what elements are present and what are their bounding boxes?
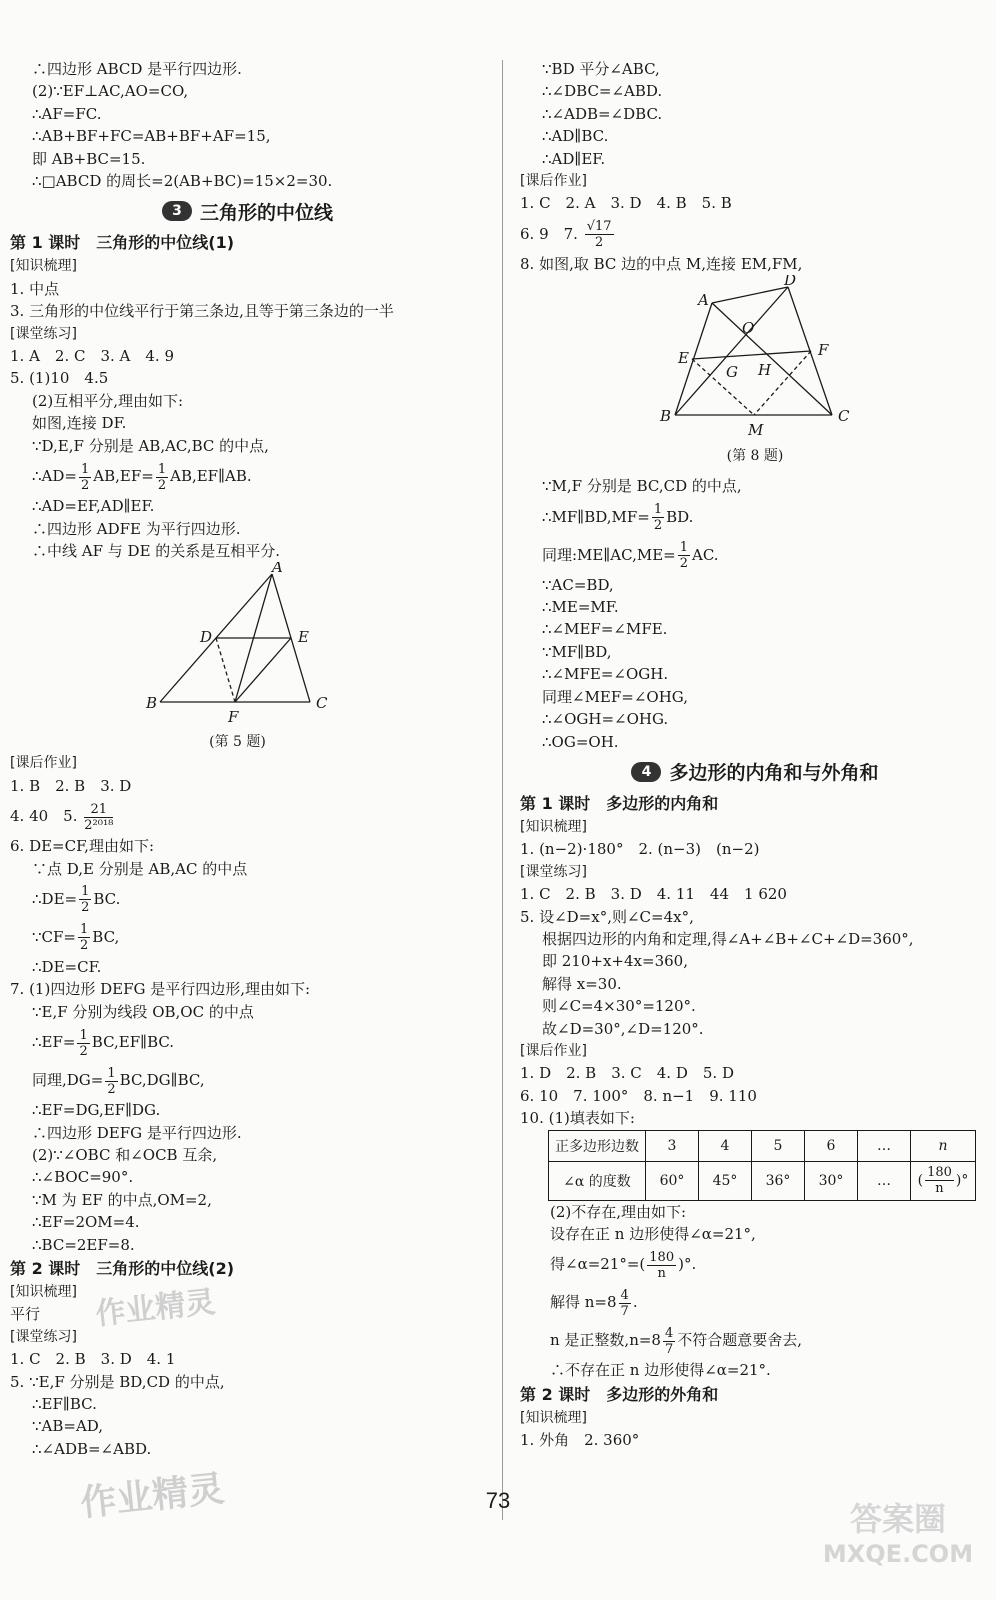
fraction [79, 462, 91, 493]
label-m: M [748, 421, 764, 440]
text-line: 1. C 2. A 3. D 4. B 5. B [520, 194, 732, 213]
fraction [663, 1326, 675, 1357]
text-line: 7. (1)四边形 DEFG 是平行四边形,理由如下: [10, 980, 311, 999]
denominator: 7 [620, 1303, 629, 1319]
degree-suffix: ° [961, 1172, 969, 1189]
denominator: 2 [80, 477, 90, 493]
text-line: ∴ME=MF. [542, 598, 619, 617]
triangle-diagram [10, 562, 485, 727]
numerator: 180 [649, 1249, 675, 1265]
text-line: 1. A 2. C 3. A 4. 9 [10, 347, 175, 366]
text-line: 1. 外角 2. 360° [520, 1431, 640, 1450]
text-fragment: BC. [93, 889, 121, 908]
numerator: 1 [79, 1027, 88, 1043]
table-cell: 3 [646, 1130, 699, 1161]
label-a: A [698, 291, 709, 310]
text-line: 5. ∵E,F 分别是 BD,CD 的中点, [10, 1372, 225, 1391]
text-fragment: 6. 9 7. [520, 224, 583, 243]
text-line: 1. C 2. B 3. D 4. 11 44 1 620 [520, 885, 787, 904]
tag-homework: [课后作业] [520, 1042, 587, 1059]
text-fragment: 同理,DG= [32, 1071, 104, 1090]
figure-5 [10, 562, 485, 752]
text-line: (2)互相平分,理由如下: [32, 391, 184, 410]
lesson-title: 第 2 课时 多边形的外角和 [520, 1384, 719, 1404]
denominator: n [657, 1265, 666, 1281]
fraction [647, 1250, 676, 1281]
lesson-title: 第 1 课时 多边形的内角和 [520, 793, 719, 813]
text-line [10, 1023, 485, 1061]
table-cell: n [911, 1130, 976, 1161]
fraction [678, 540, 690, 571]
text-line: ∴中线 AF 与 DE 的关系是互相平分. [32, 541, 281, 560]
numerator: √17 [586, 219, 612, 235]
text-line: 8. 如图,取 BC 边的中点 M,连接 EM,FM, [520, 254, 803, 273]
label-h: H [758, 361, 772, 380]
label-d: D [200, 628, 213, 647]
table-cell: 4 [699, 1130, 752, 1161]
watermark-logo-text: MXQE.COM [822, 1540, 974, 1568]
table-cell: 30° [805, 1161, 858, 1200]
text-fragment: ∴EF= [32, 1033, 76, 1052]
text-line: ∵E,F 分别为线段 OB,OC 的中点 [32, 1002, 254, 1021]
text-line: 5. 设∠D=x°,则∠C=4x°, [520, 907, 694, 926]
text-fragment: AB,EF= [93, 467, 154, 486]
figure-caption: (第 8 题) [726, 448, 784, 465]
lesson-title: 第 2 课时 三角形的中位线(2) [10, 1259, 235, 1278]
numerator: 4 [664, 1325, 674, 1341]
text-line: ∴AF=FC. [32, 104, 102, 123]
section-title: 三角形的中位线 [199, 201, 333, 224]
numerator: 1 [107, 1065, 116, 1081]
text-line: ∵BD 平分∠ABC, [542, 60, 660, 78]
table-cell: 6 [805, 1130, 858, 1161]
lesson-title: 第 1 课时 三角形的中位线(1) [10, 233, 235, 253]
tag-practice: [课堂练习] [10, 325, 77, 342]
label-f: F [228, 708, 239, 727]
denominator: 2 [157, 477, 167, 493]
text-line: 解得 x=30. [542, 974, 622, 993]
text-line: 则∠C=4×30°=120°. [542, 997, 696, 1016]
text-line: ∴EF∥BC. [32, 1395, 97, 1414]
text-line: 1. (n−2)·180° 2. (n−3) (n−2) [520, 840, 760, 859]
label-e: E [298, 628, 309, 647]
text-line: 故∠D=30°,∠D=120°. [542, 1019, 704, 1038]
text-line: ∴∠MFE=∠OGH. [542, 665, 669, 684]
denominator: n [935, 1181, 944, 1197]
denominator: 7 [664, 1341, 674, 1357]
text-line [10, 880, 485, 918]
watermark: 作业精灵 [93, 1284, 217, 1333]
text-line: 如图,连接 DF. [32, 414, 127, 433]
watermark-logo-top: 答案圈 [849, 1500, 946, 1538]
figure-caption: (第 5 题) [209, 734, 266, 751]
fraction [652, 502, 664, 533]
fraction [84, 802, 113, 833]
fraction [619, 1288, 631, 1319]
tag-practice: [课堂练习] [10, 1328, 77, 1345]
fraction [925, 1165, 954, 1196]
page-number: 73 [485, 1488, 511, 1513]
denominator: 2²⁰¹⁸ [84, 817, 114, 833]
table-cell: 36° [752, 1161, 805, 1200]
text-line: 1. D 2. B 3. C 4. D 5. D [520, 1064, 734, 1083]
text-line: ∴OG=OH. [542, 732, 619, 751]
text-line: ∵M,F 分别是 BC,CD 的中点, [542, 477, 742, 496]
text-line: ∵AB=AD, [32, 1417, 104, 1436]
text-fragment: BC, [92, 927, 120, 946]
text-fragment: AC. [692, 545, 719, 564]
label-b: B [660, 407, 672, 426]
section-number-badge: 3 [162, 201, 192, 221]
text-line: 即 AB+BC=15. [32, 149, 146, 168]
numerator: 180 [927, 1165, 952, 1181]
fraction [78, 922, 90, 953]
text-line [520, 536, 990, 574]
fraction [105, 1066, 117, 1097]
text-line: ∴∠OGH=∠OHG. [542, 710, 669, 729]
denominator: 2 [679, 556, 688, 572]
text-line: (2)∵∠OBC 和∠OCB 互余, [32, 1145, 218, 1164]
table-cell: … [858, 1130, 911, 1161]
text-line: 6. DE=CF,理由如下: [10, 837, 154, 856]
numerator: 4 [620, 1287, 629, 1303]
tag-homework: [课后作业] [520, 173, 587, 190]
text-fragment: 得∠α=21°=( [550, 1255, 646, 1274]
text-line: 平行 [10, 1305, 41, 1324]
text-line: ∴AD∥BC. [542, 127, 609, 146]
text-line: ∴∠ADB=∠ABD. [32, 1439, 152, 1458]
text-line [10, 457, 485, 495]
denominator: 2 [653, 518, 663, 534]
text-fragment: 同理:ME∥AC,ME= [542, 545, 676, 564]
text-line: 1. B 2. B 3. D [10, 776, 132, 795]
text-line [520, 498, 990, 536]
text-line: ∵MF∥BD, [542, 642, 612, 661]
text-fragment: )°. [678, 1255, 697, 1274]
text-line: 即 210+x+4x=360, [542, 952, 688, 971]
text-fragment: BD. [666, 507, 694, 526]
text-line: ∴∠MEF=∠MFE. [542, 620, 668, 639]
text-line: ∴AD∥EF. [542, 149, 606, 168]
watermark-logo [818, 1494, 978, 1594]
numerator: 1 [80, 461, 90, 477]
text-line: ∴∠BOC=90°. [32, 1168, 134, 1187]
numerator: 1 [679, 540, 688, 556]
text-line: ∴AB+BF+FC=AB+BF+AF=15, [32, 127, 271, 146]
text-line [10, 1061, 485, 1099]
denominator: 2 [80, 938, 89, 954]
table-cell: 5 [752, 1130, 805, 1161]
text-line: 根据四边形的内角和定理,得∠A+∠B+∠C+∠D=360°, [542, 929, 914, 948]
tag-knowledge: [知识梳理] [10, 258, 77, 275]
text-line: 1. C 2. B 3. D 4. 1 [10, 1350, 176, 1369]
numerator: 1 [653, 502, 663, 518]
text-line: ∴四边形 ADFE 为平行四边形. [32, 519, 241, 538]
text-fragment: ∴AD= [32, 467, 77, 486]
text-fragment: BC,EF∥BC. [91, 1033, 175, 1052]
label-f: F [818, 341, 829, 360]
left-column [10, 58, 485, 1460]
tag-homework: [课后作业] [10, 755, 77, 772]
text-line: (2)∵EF⊥AC,AO=CO, [32, 82, 189, 101]
text-line: 同理∠MEF=∠OHG, [542, 687, 689, 706]
text-line: ∴EF=DG,EF∥DG. [32, 1101, 161, 1120]
tag-practice: [课堂练习] [520, 863, 587, 880]
text-line: ∴BC=2EF=8. [32, 1235, 135, 1254]
text-line [10, 918, 485, 956]
text-line: 1. 中点 [10, 279, 60, 298]
denominator: 2 [79, 1043, 88, 1059]
denominator: 2 [594, 235, 604, 251]
fraction [585, 219, 614, 250]
text-fragment: ∵CF= [32, 927, 76, 946]
label-b: B [146, 694, 158, 713]
trapezoid-diagram [520, 275, 990, 453]
table-row [549, 1161, 976, 1200]
text-line: 6. 10 7. 100° 8. n−1 9. 110 [520, 1086, 757, 1105]
table-cell: 正多边形边数 [549, 1130, 646, 1161]
text-line: ∴不存在正 n 边形使得∠α=21°. [550, 1361, 771, 1380]
table-row [549, 1130, 976, 1161]
section-number-badge: 4 [631, 762, 661, 782]
numerator: 1 [157, 461, 167, 477]
text-fragment: n 是正整数,n=8 [550, 1331, 661, 1350]
text-fragment: 不符合题意要舍去, [677, 1331, 803, 1350]
table-cell: ( $\frac{180}{n}$ )° [911, 1161, 976, 1200]
text-line: ∴EF=2OM=4. [32, 1213, 140, 1232]
text-line: ∵点 D,E 分别是 AB,AC 的中点 [32, 859, 248, 878]
text-line: 设存在正 n 边形使得∠α=21°, [550, 1225, 756, 1243]
table-cell: ∠α 的度数 [549, 1161, 646, 1200]
label-o: O [742, 319, 755, 338]
text-line [520, 1321, 990, 1359]
text-line: ∴□ABCD 的周长=2(AB+BC)=15×2=30. [32, 172, 333, 191]
fraction [77, 1028, 89, 1059]
text-line [10, 797, 485, 835]
table-cell: … [858, 1161, 911, 1200]
text-line [520, 1245, 990, 1283]
label-a: A [272, 562, 283, 577]
text-line: ∴DE=CF. [32, 957, 102, 976]
text-line: 10. (1)填表如下: [520, 1109, 635, 1128]
figure-8 [520, 275, 990, 475]
numerator: 21 [84, 802, 113, 818]
label-c: C [316, 694, 328, 713]
text-fragment: BC,DG∥BC, [119, 1071, 205, 1090]
text-fragment: 解得 n=8 [550, 1293, 617, 1312]
fraction [156, 462, 168, 493]
fraction [79, 884, 91, 915]
text-line: ∵M 为 EF 的中点,OM=2, [32, 1190, 212, 1209]
polygon-angle-table [548, 1130, 976, 1201]
text-line: ∴AD=EF,AD∥EF. [32, 497, 155, 516]
text-line [520, 1283, 990, 1321]
text-fragment: AB,EF∥AB. [170, 467, 252, 486]
numerator: 1 [81, 884, 90, 900]
text-line [520, 215, 990, 253]
text-fragment: ∴DE= [32, 889, 78, 908]
denominator: 2 [107, 1081, 116, 1097]
numerator: 1 [80, 922, 89, 938]
label-d: D [784, 275, 797, 290]
table-cell: 45° [699, 1161, 752, 1200]
text-line: 3. 三角形的中位线平行于第三条边,且等于第三条边的一半 [10, 302, 394, 321]
text-line: (2)不存在,理由如下: [550, 1202, 687, 1221]
text-line: ∵AC=BD, [542, 575, 614, 594]
tag-knowledge: [知识梳理] [520, 818, 587, 835]
column-divider [502, 60, 503, 1520]
section-heading-4 [520, 753, 990, 791]
section-title: 多边形的内角和与外角和 [669, 762, 879, 785]
tag-knowledge: [知识梳理] [520, 1409, 587, 1426]
text-line: ∴四边形 DEFG 是平行四边形. [32, 1123, 242, 1142]
text-line: 5. (1)10 4.5 [10, 369, 109, 388]
text-fragment: 4. 40 5. [10, 807, 83, 826]
text-fragment: . [632, 1293, 638, 1312]
label-g: G [726, 363, 738, 382]
label-e: E [678, 349, 689, 368]
label-c: C [838, 407, 850, 426]
table-cell: 60° [646, 1161, 699, 1200]
denominator: 2 [81, 900, 90, 916]
text-line: ∴∠DBC=∠ABD. [542, 82, 663, 101]
section-heading-3 [10, 192, 485, 230]
right-column [520, 58, 990, 1452]
watermark: 作业精灵 [78, 1468, 227, 1525]
tag-knowledge: [知识梳理] [10, 1284, 77, 1300]
text-line: ∴∠ADB=∠DBC. [542, 104, 663, 123]
text-line: ∴四边形 ABCD 是平行四边形. [32, 60, 242, 78]
text-line: ∵D,E,F 分别是 AB,AC,BC 的中点, [32, 436, 269, 455]
text-fragment: ∴MF∥BD,MF= [542, 507, 650, 526]
